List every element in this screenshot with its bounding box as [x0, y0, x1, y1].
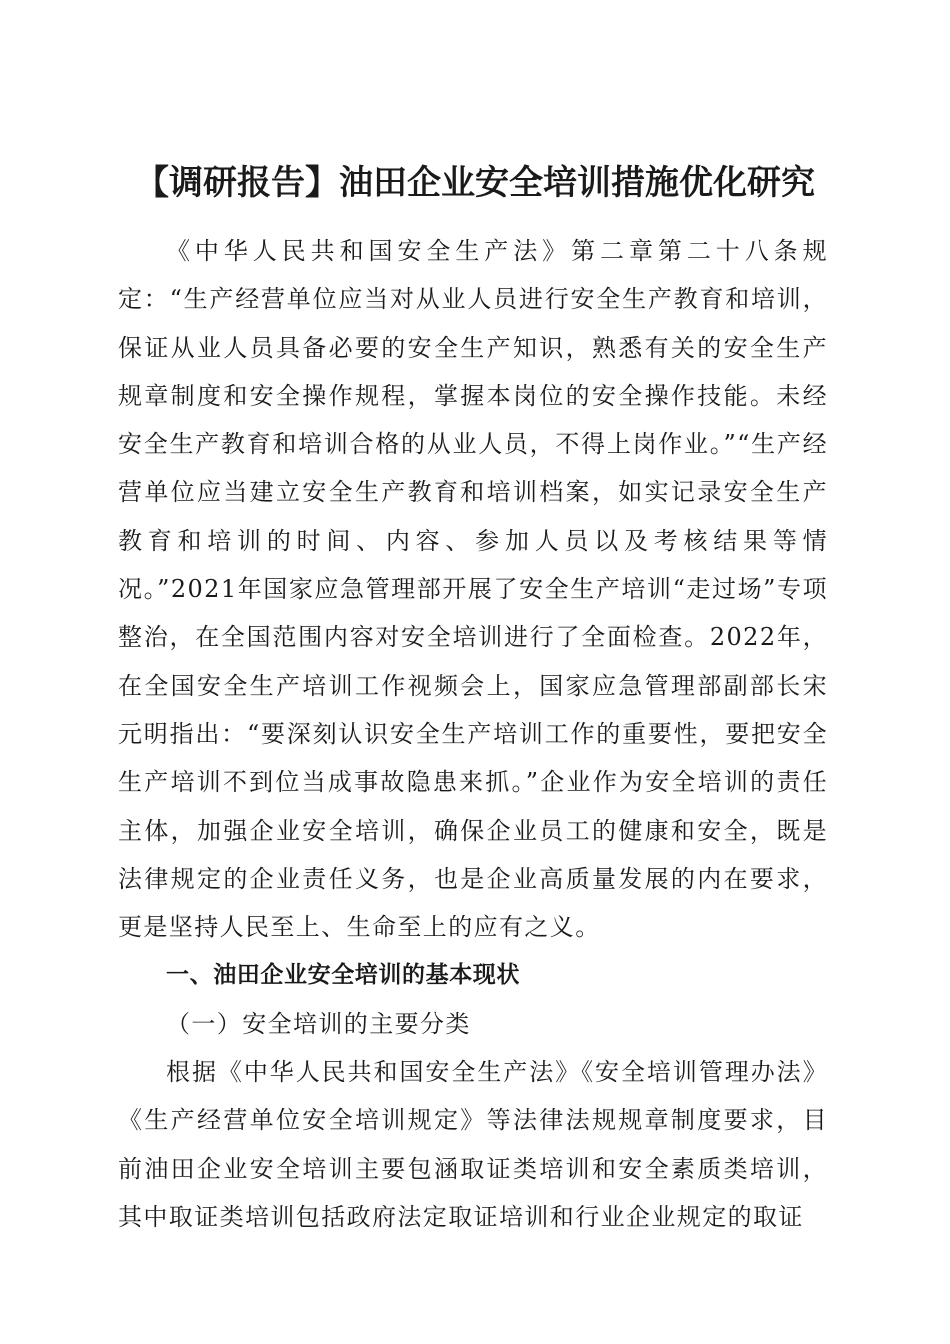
document-title: 【调研报告】油田企业安全培训措施优化研究: [135, 162, 815, 203]
intro-paragraph: 《中华人民共和国安全生产法》第二章第二十八条规定：“生产经营单位应当对从业人员进行安全生产教育和培训，保证从业人员具备必要的安全生产知识，熟悉有关的安全生产规章制度和安全操作规程，掌握本岗位的安全操作技能。未经安全生产教育和培训合格的从业人员，不得上岗作业。”“生产经营单位应当建立安全生产教育和培训档案，如实记录安全生产教育和培训的时间、内容、参加人员以及考核结果等情况。”2021年国家应急管理部开展了安全生产培训“走过场”专项整治，在全国范围内容对安全培训进行了全面检查。2022年，在全国安全生产培训工作视频会上，国家应急管理部副部长宋元明指出：“要深刻认识安全生产培训工作的重要性，要把安全生产培训不到位当成事故隐患来抓。”企业作为安全培训的责任主体，加强企业安全培训，确保企业员工的健康和安全，既是法律规定的企业责任义务，也是企业高质量发展的内在要求，更是坚持人民至上、生命至上的应有之义。: [118, 237, 828, 942]
subsection-paragraph: 根据《中华人民共和国安全生产法》《安全培训管理办法》《生产经营单位安全培训规定》等法律法规规章制度要求，目前油田企业安全培训主要包涵取证类培训和安全素质类培训，其中取证类培训包括政府法定取证培训和行业企业规定的取证: [118, 1058, 828, 1231]
section-heading: 一、油田企业安全培训的基本现状: [166, 962, 520, 989]
subsection-heading: （一）安全培训的主要分类: [166, 1009, 471, 1038]
document-body: [118, 227, 828, 1241]
